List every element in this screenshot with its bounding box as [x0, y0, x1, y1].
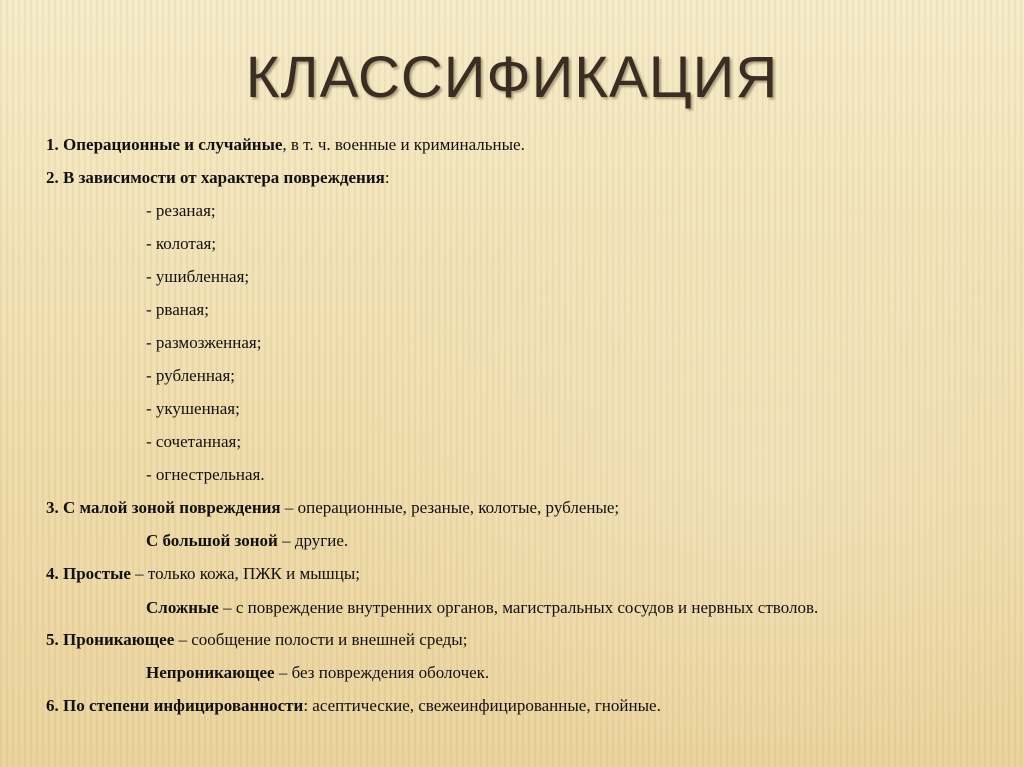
item-heading: 1. Операционные и случайные [46, 135, 283, 154]
item-text: – только кожа, ПЖК и мышцы; [130, 564, 360, 583]
item-heading: 5. Проникающее [46, 630, 175, 649]
list-item [46, 689, 1004, 722]
sub-item: - ушибленная; [146, 267, 250, 286]
sub-item: - сочетанная; [146, 432, 242, 451]
classification-list [46, 128, 1004, 722]
sub-item: - размозженная; [146, 333, 262, 352]
item-heading: 4. Простые [46, 564, 131, 583]
item-text: – без повреждения оболочек. [274, 663, 490, 682]
item-text: , в т. ч. военные и криминальные. [282, 135, 525, 154]
item-text: – другие. [277, 531, 349, 550]
sub-item: - колотая; [146, 234, 217, 253]
item-heading: 2. В зависимости от характера повреждения [46, 168, 385, 187]
list-item [46, 557, 1004, 590]
item-heading: 6. По степени инфицированности [46, 696, 304, 715]
list-item [46, 161, 1004, 194]
item-heading: Сложные [146, 598, 219, 617]
item-heading: 3. С малой зоной повреждения [46, 498, 281, 517]
list-item [46, 491, 1004, 524]
item-heading: С большой зоной [146, 531, 278, 550]
item-text: – с повреждение внутренних органов, магистральных сосудов и нервных стволов. [218, 598, 819, 617]
slide-title: КЛАССИФИКАЦИЯ [245, 45, 779, 110]
list-item [46, 656, 1004, 689]
item-text: – сообщение полости и внешней среды; [174, 630, 468, 649]
item-text: – операционные, резаные, колотые, рубленые; [280, 498, 620, 517]
list-item [46, 590, 1004, 623]
sub-item: - рубленная; [146, 366, 236, 385]
list-item [46, 524, 1004, 557]
item-text: : асептические, свежеинфицированные, гнойные. [303, 696, 661, 715]
sub-item: - огнестрельная. [146, 465, 265, 484]
sub-item: - резаная; [146, 201, 216, 220]
list-item [46, 128, 1004, 161]
sub-item: - рваная; [146, 300, 209, 319]
item-text: : [384, 168, 390, 187]
list-item [46, 623, 1004, 656]
sub-item: - укушенная; [146, 399, 240, 418]
item-heading: Непроникающее [146, 663, 275, 682]
